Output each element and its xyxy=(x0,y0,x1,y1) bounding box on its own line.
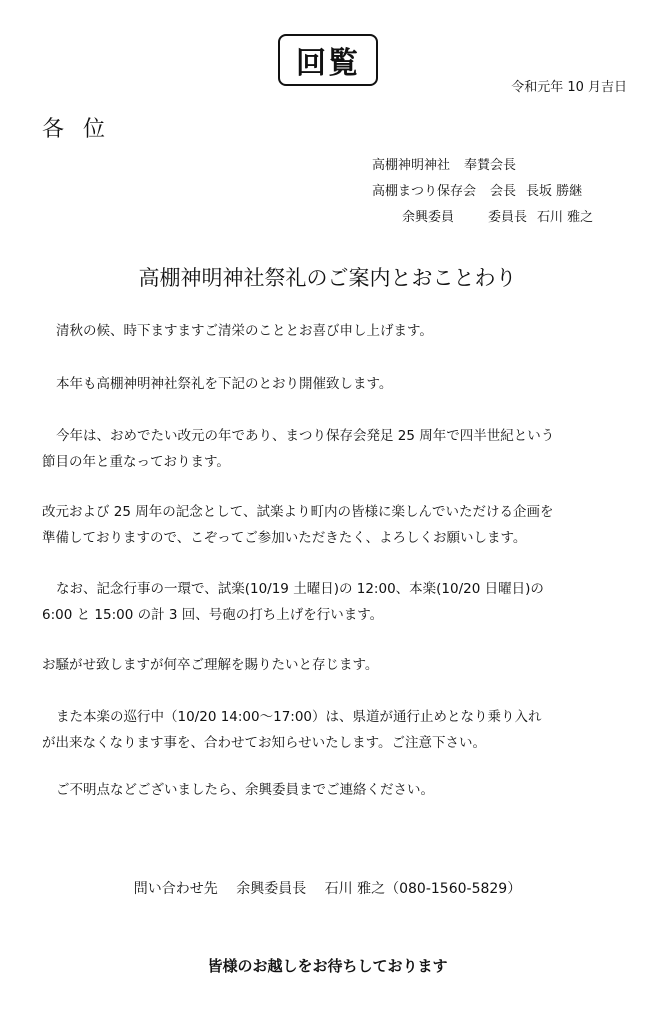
paragraph-line: 準備しておりますので、こぞってご参加いただきたく、よろしくお願いします。 xyxy=(42,530,527,546)
paragraph-greeting xyxy=(42,318,632,344)
paragraph-apology xyxy=(42,652,632,678)
sender-line xyxy=(372,179,593,205)
contact-info xyxy=(0,878,655,898)
paragraph-line: また本楽の巡行中（10/20 14:00～17:00）は、県道が通行止めとなり乗り入れ xyxy=(56,709,542,725)
contact-label: 問い合わせ先 xyxy=(133,881,218,897)
sender-person: 長坂 勝継 xyxy=(526,184,583,199)
paragraph-line: 改元および 25 周年の記念として、試楽より町内の皆様に楽しんでいただける企画を xyxy=(42,504,554,520)
sender-role: 委員長 xyxy=(488,210,528,225)
document-title: 高棚神明神社祭礼のご案内とおことわり xyxy=(138,266,517,290)
paragraph-line: が出来なくなります事を、合わせてお知らせいたします。ご注意下さい。 xyxy=(42,735,487,751)
paragraph-line: お騒がせ致しますが何卒ご理解を賜りたいと存じます。 xyxy=(42,657,379,673)
contact-name-phone: 石川 雅之（080-1560-5829） xyxy=(324,881,522,897)
sender-person: 石川 雅之 xyxy=(537,210,594,225)
sender-line xyxy=(372,153,593,179)
issue-date: 令和元年 10 月吉日 xyxy=(511,80,627,95)
sender-org: 高棚神明神社 xyxy=(372,158,451,173)
paragraph-event xyxy=(42,499,632,551)
paragraph-inquiry xyxy=(42,777,632,803)
sender-org: 余興委員 xyxy=(402,210,455,225)
sender-block xyxy=(372,153,593,231)
addressee: 各 位 xyxy=(42,117,111,142)
paragraph-line: 清秋の候、時下ますますご清栄のこととお喜び申し上げます。 xyxy=(56,323,433,339)
closing-message: 皆様のお越しをお待ちしております xyxy=(207,957,448,975)
paragraph-traffic xyxy=(42,704,632,756)
sender-role: 会長 xyxy=(490,184,517,199)
paragraph-line: 6:00 と 15:00 の計 3 回、号砲の打ち上げを行います。 xyxy=(42,607,384,623)
paragraph-line: ご不明点などございましたら、余興委員までご連絡ください。 xyxy=(56,782,434,798)
paragraph-line: 本年も高棚神明神社祭礼を下記のとおり開催致します。 xyxy=(56,376,393,392)
circular-stamp: 回覧 xyxy=(278,34,378,86)
sender-line xyxy=(372,205,593,231)
sender-org: 高棚まつり保存会 xyxy=(372,184,477,199)
paragraph-fireworks xyxy=(42,576,632,628)
sender-role: 奉賛会長 xyxy=(464,158,517,173)
paragraph-anniversary xyxy=(42,423,632,475)
contact-role: 余興委員長 xyxy=(236,881,307,897)
paragraph-announcement xyxy=(42,371,632,397)
paragraph-line: 今年は、おめでたい改元の年であり、まつり保存会発足 25 周年で四半世紀という xyxy=(56,428,555,444)
paragraph-line: 節目の年と重なっております。 xyxy=(42,454,230,470)
paragraph-line: なお、記念行事の一環で、試楽(10/19 土曜日)の 12:00、本楽(10/20 日曜日)の xyxy=(56,581,544,597)
